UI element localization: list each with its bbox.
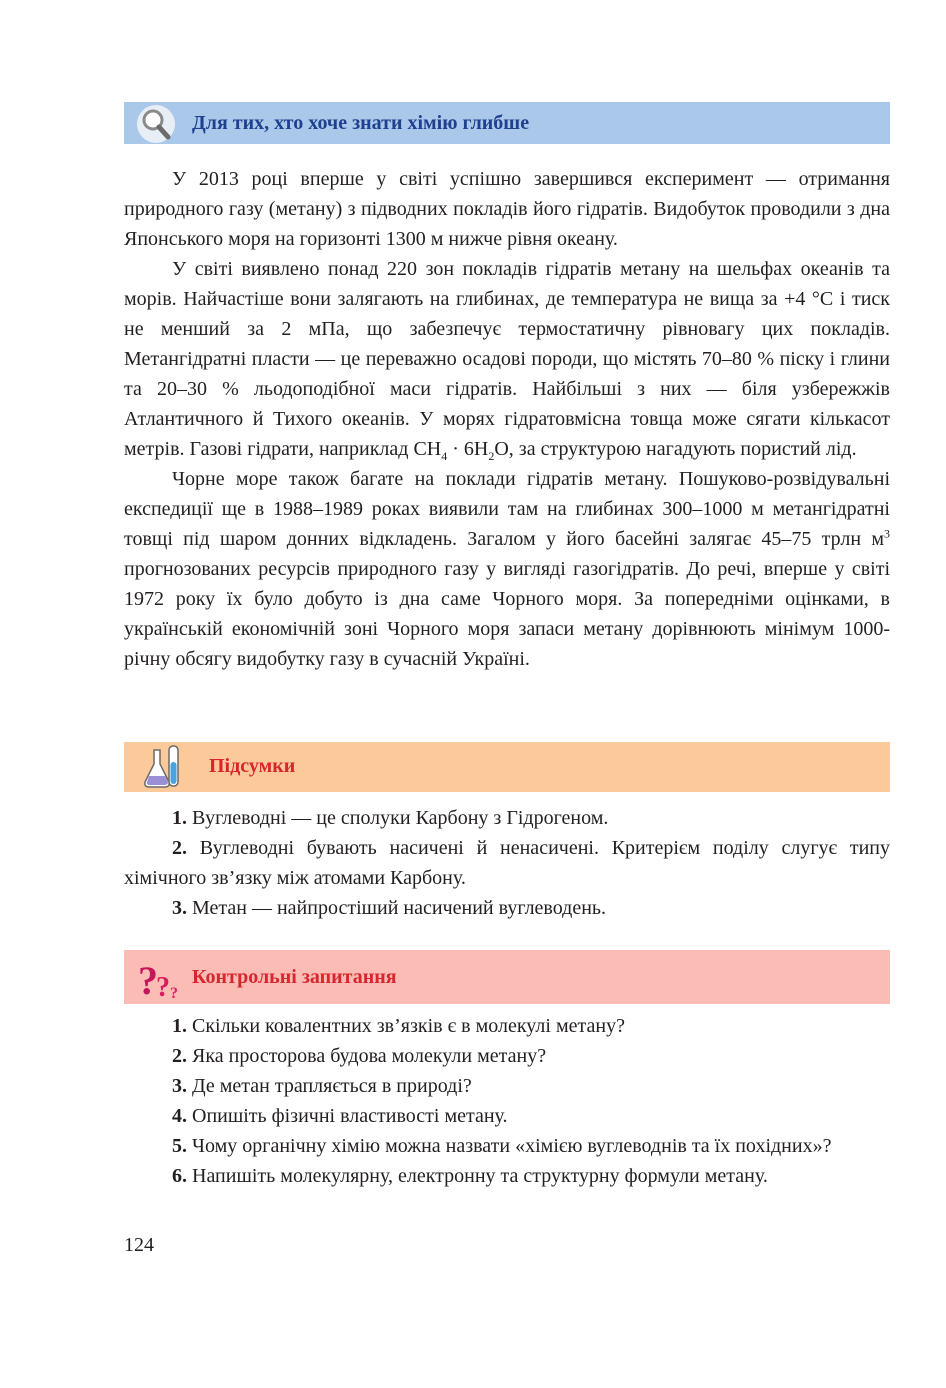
svg-text:?: ?	[170, 985, 178, 1002]
summary-section-banner	[124, 742, 890, 792]
svg-text:?: ?	[138, 958, 158, 1002]
list-item: 4. Опишіть фізичні властивості метану.	[172, 1105, 508, 1127]
list-item: 3. Де метан трапляється в природі?	[172, 1075, 472, 1097]
page-number: 124	[124, 1234, 154, 1256]
list-item: 1. Скільки ковалентних зв’язків є в молекулі метану?	[172, 1015, 625, 1037]
paragraph: У світі виявлено понад 220 зон покладів гідратів метану на шельфах океанів та морів. Найчастіше вони залягають на глибинах, де температура не вища за +4 °С і тиск не менший за 2 мПа, що забезпечує термостатичну рівновагу цих покладів. Метангідратні пласти — це переважно осадові породи, що містять 70–80 % піску і глини та 20–30 % льодоподібної маси гідратів. Найбільші з них — біля узбережжів Атлантичного й Тихого океанів. У морях гідратовмісна товща може сягати кількасот метрів. Газові гідрати, наприклад $CH_4 \cdot 6H_2O$, за структурою нагадують пористий лід.	[124, 258, 890, 463]
svg-text:?: ?	[156, 972, 170, 1002]
magnifier-icon	[136, 104, 176, 149]
deeper-section-banner	[124, 102, 890, 144]
list-item: 5. Чому органічну хімію можна назвати «хімією вуглеводнів та їх похідних»?	[172, 1135, 832, 1157]
questions-list	[124, 1011, 890, 1191]
questions-section-title: Контрольні запитання	[192, 966, 397, 988]
questions-section-banner	[124, 950, 890, 1004]
list-item: 6. Напишіть молекулярну, електронну та структурну формули метану.	[172, 1165, 768, 1187]
list-item: 3. Метан — найпростіший насичений вуглеводень.	[172, 897, 607, 919]
summary-list	[124, 803, 890, 923]
deeper-section-text	[124, 164, 890, 674]
flask-icon	[142, 744, 182, 795]
paragraph: Чорне море також багате на поклади гідратів метану. Пошуково-розвідувальні експедиції ще в 1988–1989 роках виявили там на глибинах 300–1000 м метангідратні товщі під шаром донних відкладень. Загалом у його басейні залягає 45–75 трлн $м^3$ прогнозованих ресурсів природного газу у вигляді газогідратів. До речі, вперше у світі 1972 року їх було добуто із дна саме Чорного моря. За попередніми оцінками, в українській економічній зоні Чорного моря запаси метану дорівнюють мінімум 1000-річну обсягу видобутку газу в сучасній Україні.	[124, 468, 890, 670]
list-item: 2. Яка просторова будова молекули метану?	[172, 1045, 547, 1067]
list-item: 1. Вуглеводні — це сполуки Карбону з Гідрогеном.	[172, 807, 609, 829]
summary-section-title: Підсумки	[209, 755, 296, 777]
paragraph: У 2013 році вперше у світі успішно завершився експеримент — отримання природного газу (метану) з підводних покладів його гідратів. Видобуток проводили з дна Японського моря на горизонті 1300 м нижче рівня океану.	[124, 168, 890, 250]
deeper-section-title: Для тих, хто хоче знати хімію глибше	[192, 112, 530, 134]
list-item: 2. Вуглеводні бувають насичені й ненасичені. Критерієм поділу слугує типу хімічного зв’язку між атомами Карбону.	[124, 837, 890, 889]
question-marks-icon	[138, 954, 178, 1007]
